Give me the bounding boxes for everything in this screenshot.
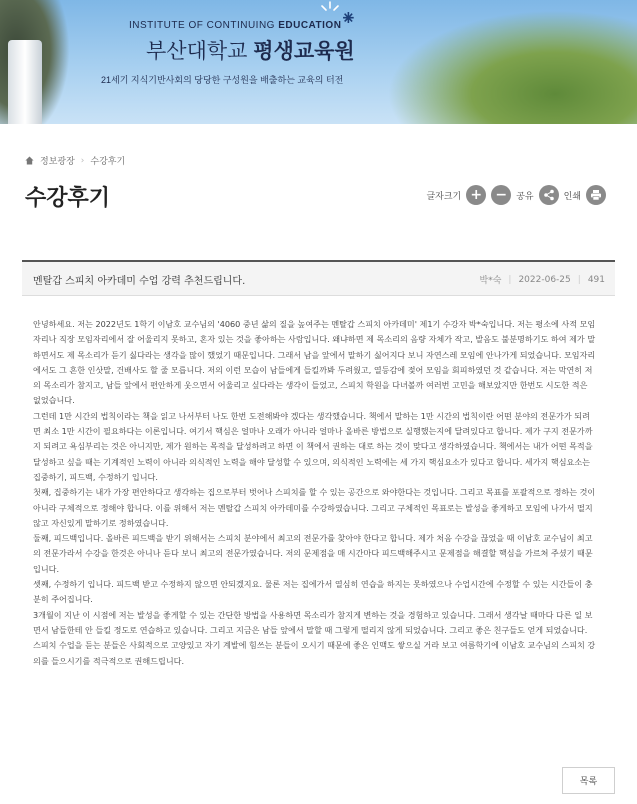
print-icon <box>590 189 602 201</box>
post-paragraph: 셋째, 수정하기 입니다. 피드백 받고 수정하지 않으면 안되겠지요. 물론 저는 집에가서 열심히 연습을 하지는 못하였으나 수업시간에 수정할 수 있는 시간들이 충분히 주어집니다. <box>33 579 593 605</box>
font-size-label: 글자크기 <box>426 191 462 202</box>
slogan: 21세기 지식기반사회의 당당한 구성원을 배출하는 교육의 터전 <box>101 75 344 85</box>
print-label: 인쇄 <box>563 191 581 202</box>
post-header <box>22 260 615 296</box>
post-body <box>33 317 597 669</box>
post-paragraph: 3개월이 지난 이 시점에 저는 발성을 좋게할 수 있는 간단한 방법을 사용하면 목소리가 참지게 변하는 것을 경험하고 있습니다. 그래서 생각날 때마다 다른 일 보면서 남들한테 안 들킬 정도로 연습하고 있습니다. 그리고 지금은 남들 앞에서 말할 때 그렇게 떨리지 않게 되었습니다. 그리고 좋은 친구들도 얻게 되었습니다. 스피치 수업을 듣는 분들은 사회적으로 고양있고 자기 계발에 힘쓰는 분들이 오시기 때문에 좋은 인맥도 쌓으실 거라 보고 여름학기에 이남호 교수님의 스피치 강의를 들으시기를 적극적으로 권해드립니다. <box>33 609 596 666</box>
sparkle-icon: ⁕ <box>340 6 357 30</box>
post-meta <box>480 273 605 286</box>
breadcrumb-item[interactable]: 수강후기 <box>90 157 126 167</box>
post-title: 멘탈갑 스피치 아카데미 수업 강력 추천드립니다. <box>33 276 246 287</box>
post-paragraph: 첫째, 집중하기는 내가 가장 편안하다고 생각하는 집으로부터 벗어나 스피치를 할 수 있는 공간으로 와야한다는 것입니다. 그리고 목표를 포괄적으로 정하는 것이 아니라 구체적으로 정해야 합니다. 이를 위해서 저는 멘탈갑 스피치 아카데미를 수강하였습니다. 그리고 구체적인 목표로는 발성을 좋게하고 모임에 나가서 떨지않고 자신있게 말하기로 정하였습니다. <box>33 487 596 528</box>
share-icon <box>543 189 555 201</box>
header-banner <box>0 0 637 124</box>
breadcrumb <box>25 154 125 167</box>
breadcrumb-item[interactable]: 정보광장 <box>40 157 75 167</box>
post-paragraph: 안녕하세요. 저는 2022년도 1학기 이남호 교수님의 '4060 중년 삶의 질을 높여주는 멘탈갑 스피치 아카데미' 제1기 수강자 박*숙입니다. 저는 평소에 사적 모임자리나 직장 모임자리에서 잘 어울리지 못하고, 혼자 있는 것을 좋아하는 사람입니다. 왜냐하면 제 목소리의 음량 자체가 작고, 발음도 불분명하기도 하여 제가 말하면서도 제 목소리가 듣기 싫다라는 생각을 많이 했었기 때문입니다. 그래서 남을 앞에서 말하기 싫어지다 보니 자연스레 모임에 안나가게 되었습니다. 모임자리에서도 그 흔한 인삿말, 건배사도 할 줄 모릅니다. 저의 이런 모습이 남들에게 들킬까봐 두려웠고, 열등감에 젖어 모임을 회피하였던 것 같습니다. 저는 막연히 저의 목소리가 참지고, 남들 앞에서 편안하게 웃으면서 어울리고 싶다라는 생각이 들었고, 스피치 학원을 다녀볼까 여러번 고민을 해보았지만 한번도 시도한 적은 없었습니다. <box>33 319 596 406</box>
institute-logo-text[interactable]: 부산대학교 평생교육원 <box>146 40 355 63</box>
page-title: 수강후기 <box>25 185 111 210</box>
divider: | <box>577 274 581 285</box>
chevron-right-icon: › <box>80 155 85 166</box>
divider: | <box>508 274 512 285</box>
post-views: 491 <box>587 274 605 285</box>
font-increase-button[interactable]: + <box>466 185 486 205</box>
home-icon[interactable] <box>25 156 34 165</box>
print-button[interactable] <box>586 185 606 205</box>
post-author: 박*숙 <box>479 276 502 286</box>
share-label: 공유 <box>516 191 534 202</box>
tree-decoration-right <box>387 10 637 124</box>
post-paragraph: 둘째, 피드백입니다. 올바른 피드백을 받기 위해서는 스피치 분야에서 최고의 전문가를 찾아야 한다고 합니다. 제가 처음 수강을 끊었을 때 이남호 교수님이 최고의 전문가라서 수강을 한것은 아니나 듣다 보니 최고의 전문가였습니다. 저의 문제점을 매 시간마다 피드백해주시고 문제점을 해결할 핵심을 가르쳐 주셨기 때문입니다. <box>33 533 593 574</box>
post-date: 2022-06-25 <box>518 274 571 285</box>
font-decrease-button[interactable]: − <box>491 185 511 205</box>
list-button[interactable]: 목록 <box>562 767 615 794</box>
tower-decoration <box>8 40 42 124</box>
logo-rays-icon <box>318 0 342 22</box>
page-tools <box>426 185 606 205</box>
post-paragraph: 그런데 1만 시간의 법칙이라는 책을 읽고 나서부터 나도 한번 도전해봐야 겠다는 생각했습니다. 책에서 말하는 1만 시간의 법칙이란 어떤 분야의 전문가가 되려면 최소 1만 시간이 필요하다는 이론입니다. 여기서 핵심은 얼마나 오래가 아니라 얼마나 올바른 방법으로 실행했는지에 달려있다고 합니다. 제가 구지 전문가까지 되려고 욕심부리는 것은 아니지만, 제가 원하는 목적을 달성하려고 하면 이 책에서 권하는 대로 하는 것이 맞다고 생각하였습니다. 책에서는 내가 어떤 목적을 달성하고 싶을 때는 기계적인 노력이 아니라 의식적인 노력을 해야 달성할 수 있으며, 의식적인 노력에는 세 가지 핵심요소가 있다고 합니다. 세가지 핵심요소는 집중하기, 피드백, 수정하기 입니다. <box>33 410 593 482</box>
institute-english-name: INSTITUTE OF CONTINUING EDUCATION <box>129 20 342 31</box>
share-button[interactable] <box>539 185 559 205</box>
